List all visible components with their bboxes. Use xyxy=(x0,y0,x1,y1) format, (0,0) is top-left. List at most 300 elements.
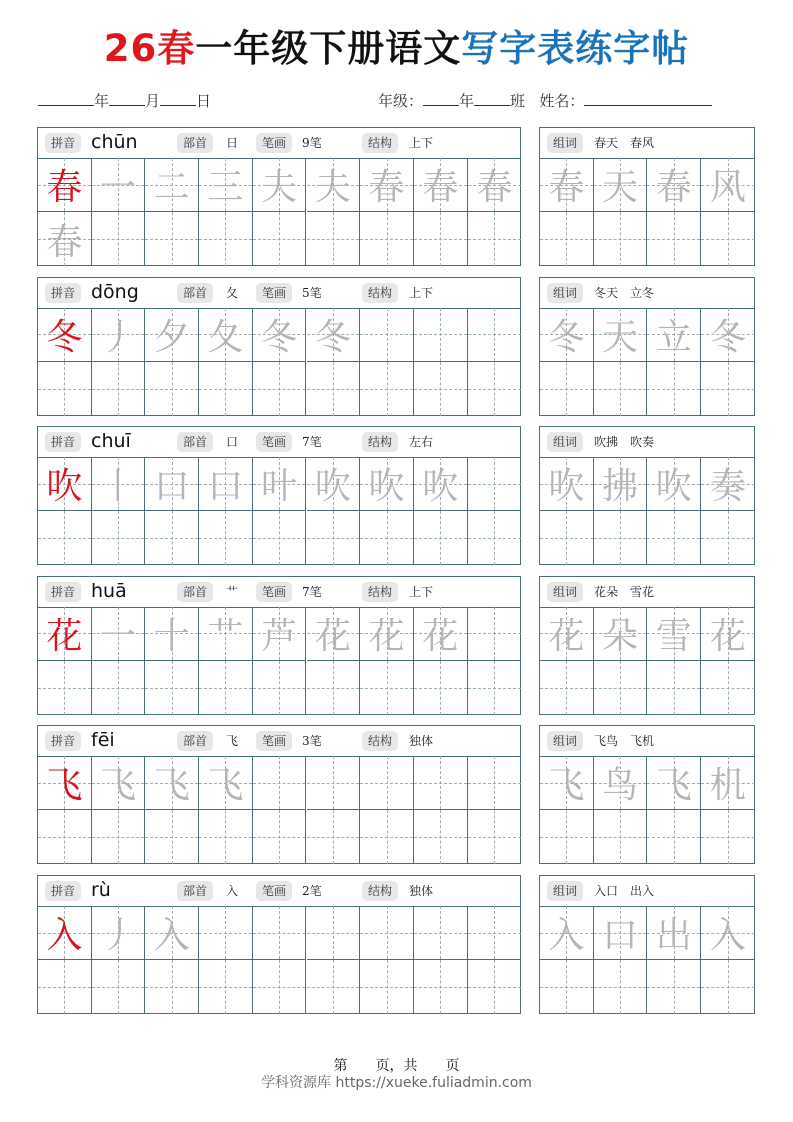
grid-cell[interactable] xyxy=(360,607,414,661)
word-trace-char: 花 xyxy=(548,615,585,657)
grid-cell[interactable] xyxy=(647,212,701,266)
pinyin-value: chuī xyxy=(91,430,131,453)
trace-stroke: 一 xyxy=(100,615,137,657)
grid-cell[interactable] xyxy=(468,457,522,511)
grid-cell[interactable] xyxy=(647,906,701,960)
word-trace-char: 奏 xyxy=(709,466,746,508)
grid-cell[interactable] xyxy=(701,960,755,1014)
words-label: 组词 xyxy=(547,582,583,602)
grid-cell[interactable] xyxy=(199,212,253,266)
strokes-value: 5笔 xyxy=(302,285,322,300)
grid-cell[interactable] xyxy=(414,607,468,661)
grid-cell[interactable] xyxy=(540,960,594,1014)
grid-cell[interactable] xyxy=(468,158,522,212)
trace-stroke: 花 xyxy=(368,615,405,657)
grid-cell[interactable] xyxy=(540,810,594,864)
grid-cell[interactable] xyxy=(253,158,307,212)
grid-cell[interactable] xyxy=(145,756,199,810)
grid-cell[interactable] xyxy=(92,457,146,511)
pinyin-label: 拼音 xyxy=(45,731,81,751)
grid-cell[interactable] xyxy=(701,511,755,565)
writing-grid xyxy=(38,756,520,863)
grid-cell[interactable] xyxy=(594,308,648,362)
grid-cell[interactable] xyxy=(360,308,414,362)
grid-cell[interactable] xyxy=(253,810,307,864)
words-label: 组词 xyxy=(547,881,583,901)
grid-cell[interactable] xyxy=(701,308,755,362)
strokes-value: 3笔 xyxy=(302,734,322,749)
char-info-header xyxy=(38,278,520,309)
radical-value: 口 xyxy=(226,435,239,450)
char-info-header xyxy=(38,876,520,907)
trace-stroke: 夫 xyxy=(314,167,351,208)
radical-label: 部首 xyxy=(177,133,213,153)
grid-cell[interactable] xyxy=(414,362,468,416)
grade-blank[interactable] xyxy=(423,91,459,106)
word-practice-block xyxy=(539,576,755,715)
structure-label: 结构 xyxy=(362,432,398,452)
trace-stroke: 十 xyxy=(153,615,190,657)
grid-cell[interactable] xyxy=(199,511,253,565)
trace-stroke: 二 xyxy=(153,167,190,208)
grid-cell[interactable] xyxy=(414,158,468,212)
pinyin-value: fēi xyxy=(91,729,115,752)
grid-cell[interactable] xyxy=(199,607,253,661)
source-link: 学科资源库 https://xueke.fuliadmin.com xyxy=(261,1075,532,1091)
structure-value: 独体 xyxy=(409,734,434,749)
page-title xyxy=(0,26,793,72)
word-trace-char: 春 xyxy=(548,167,585,208)
grid-cell[interactable] xyxy=(199,960,253,1014)
title-part-2: 一年级下册语文 xyxy=(195,27,462,70)
grid-cell[interactable] xyxy=(360,661,414,715)
trace-stroke: 芦 xyxy=(261,615,298,657)
grid-cell[interactable] xyxy=(701,212,755,266)
grid-cell[interactable] xyxy=(647,457,701,511)
grid-cell[interactable] xyxy=(145,308,199,362)
strokes-value: 2笔 xyxy=(302,884,322,898)
grid-cell[interactable] xyxy=(468,212,522,266)
word-practice-block xyxy=(539,127,755,266)
pinyin-label: 拼音 xyxy=(45,582,81,602)
grid-cell[interactable] xyxy=(38,457,92,511)
grid-cell[interactable] xyxy=(468,511,522,565)
grid-cell[interactable] xyxy=(540,362,594,416)
model-char: 春 xyxy=(46,167,83,208)
grid-cell[interactable] xyxy=(145,457,199,511)
grid-cell[interactable] xyxy=(38,810,92,864)
trace-stroke: 花 xyxy=(314,615,351,657)
grid-cell[interactable] xyxy=(414,457,468,511)
word-header xyxy=(540,128,754,159)
pinyin-label: 拼音 xyxy=(45,432,81,452)
grid-cell[interactable] xyxy=(92,511,146,565)
word-trace-char: 雪 xyxy=(655,615,692,657)
word-grid xyxy=(540,607,754,714)
word-trace-char: 冬 xyxy=(548,316,585,358)
trace-stroke: 三 xyxy=(207,167,244,208)
grid-cell[interactable] xyxy=(468,756,522,810)
grid-cell[interactable] xyxy=(145,960,199,1014)
grid-cell[interactable] xyxy=(38,212,92,266)
grid-cell[interactable] xyxy=(594,607,648,661)
date-line: 年 月 日 xyxy=(38,90,211,111)
grid-cell[interactable] xyxy=(594,906,648,960)
grid-cell[interactable] xyxy=(307,158,361,212)
word-trace-char: 朵 xyxy=(602,615,639,657)
radical-label: 部首 xyxy=(177,283,213,303)
word-trace-char: 出 xyxy=(655,915,692,956)
trace-stroke: 口 xyxy=(207,466,244,508)
grid-cell[interactable] xyxy=(360,756,414,810)
grid-cell[interactable] xyxy=(199,457,253,511)
pinyin-value: dōng xyxy=(91,280,139,303)
grid-cell[interactable] xyxy=(307,362,361,416)
grid-cell[interactable] xyxy=(38,960,92,1014)
grid-cell[interactable] xyxy=(468,960,522,1014)
grid-cell[interactable] xyxy=(199,661,253,715)
strokes-label: 笔画 xyxy=(256,133,292,153)
pinyin-label: 拼音 xyxy=(45,881,81,901)
grid-cell[interactable] xyxy=(92,810,146,864)
word-practice-block xyxy=(539,875,755,1014)
trace-stroke: 夂 xyxy=(207,316,244,358)
radical-value: 入 xyxy=(226,884,239,898)
word-trace-char: 拂 xyxy=(602,466,639,508)
grid-cell[interactable] xyxy=(38,158,92,212)
char-practice-block xyxy=(37,875,521,1014)
grid-cell[interactable] xyxy=(594,362,648,416)
word-header xyxy=(540,726,754,757)
pinyin-value: chūn xyxy=(91,131,138,153)
day-blank[interactable] xyxy=(160,91,196,106)
grid-cell[interactable] xyxy=(38,607,92,661)
grid-cell[interactable] xyxy=(647,511,701,565)
grid-cell[interactable] xyxy=(307,511,361,565)
grid-cell[interactable] xyxy=(647,607,701,661)
grid-cell[interactable] xyxy=(701,457,755,511)
grid-cell[interactable] xyxy=(647,362,701,416)
grid-cell[interactable] xyxy=(414,661,468,715)
words-label: 组词 xyxy=(547,133,583,153)
grid-cell[interactable] xyxy=(647,756,701,810)
trace-stroke: 一 xyxy=(100,167,137,208)
structure-label: 结构 xyxy=(362,283,398,303)
writing-grid xyxy=(38,906,520,1013)
char-info-header xyxy=(38,726,520,757)
model-char: 吹 xyxy=(46,466,83,508)
word-practice-block xyxy=(539,426,755,565)
strokes-label: 笔画 xyxy=(256,731,292,751)
grid-cell[interactable] xyxy=(647,960,701,1014)
grid-cell[interactable] xyxy=(307,308,361,362)
char-practice-block xyxy=(37,277,521,416)
grid-cell[interactable] xyxy=(253,661,307,715)
trace-stroke: 丿 xyxy=(100,915,137,956)
title-part-1: 26春 xyxy=(103,27,196,70)
grid-cell[interactable] xyxy=(145,810,199,864)
grid-cell[interactable] xyxy=(540,212,594,266)
grid-cell[interactable] xyxy=(307,906,361,960)
grid-cell[interactable] xyxy=(145,212,199,266)
trace-stroke: 春 xyxy=(46,221,83,263)
name-blank[interactable] xyxy=(584,91,712,106)
radical-value: 夂 xyxy=(226,285,239,300)
structure-label: 结构 xyxy=(362,582,398,602)
trace-stroke: 冬 xyxy=(314,316,351,358)
trace-stroke: 艹 xyxy=(207,615,244,657)
page-number: 第 页，共 页 xyxy=(333,1058,460,1074)
trace-stroke: 冬 xyxy=(261,316,298,358)
grid-cell[interactable] xyxy=(594,511,648,565)
grid-cell[interactable] xyxy=(540,308,594,362)
word-trace-char: 入 xyxy=(548,915,585,956)
words-value: 吹拂 吹奏 xyxy=(594,435,655,450)
pinyin-value: huā xyxy=(91,579,127,602)
year-blank[interactable] xyxy=(38,91,94,106)
trace-stroke: 夕 xyxy=(153,316,190,358)
grid-cell[interactable] xyxy=(540,457,594,511)
word-trace-char: 飞 xyxy=(655,765,692,807)
grid-cell[interactable] xyxy=(253,906,307,960)
char-practice-block xyxy=(37,426,521,565)
structure-value: 左右 xyxy=(409,435,434,450)
grid-cell[interactable] xyxy=(540,906,594,960)
structure-value: 上下 xyxy=(409,584,434,599)
word-trace-char: 鸟 xyxy=(602,765,639,807)
grid-cell[interactable] xyxy=(360,212,414,266)
radical-value: 飞 xyxy=(226,734,239,749)
word-trace-char: 吹 xyxy=(655,466,692,508)
grid-cell[interactable] xyxy=(414,756,468,810)
grid-cell[interactable] xyxy=(38,308,92,362)
radical-label: 部首 xyxy=(177,731,213,751)
grid-cell[interactable] xyxy=(92,212,146,266)
structure-label: 结构 xyxy=(362,881,398,901)
grid-cell[interactable] xyxy=(468,607,522,661)
word-trace-char: 冬 xyxy=(709,316,746,358)
grid-cell[interactable] xyxy=(647,308,701,362)
grid-cell[interactable] xyxy=(253,362,307,416)
radical-label: 部首 xyxy=(177,881,213,901)
grid-cell[interactable] xyxy=(199,906,253,960)
words-value: 飞鸟 飞机 xyxy=(594,734,655,749)
word-trace-char: 飞 xyxy=(548,765,585,807)
trace-stroke: 丨 xyxy=(100,466,137,508)
grid-cell[interactable] xyxy=(92,308,146,362)
grid-cell[interactable] xyxy=(414,960,468,1014)
grid-cell[interactable] xyxy=(594,158,648,212)
word-practice-block xyxy=(539,277,755,416)
grid-cell[interactable] xyxy=(199,158,253,212)
word-trace-char: 花 xyxy=(709,615,746,657)
grid-cell[interactable] xyxy=(38,756,92,810)
grid-cell[interactable] xyxy=(307,756,361,810)
char-info-header xyxy=(38,128,520,159)
radical-label: 部首 xyxy=(177,582,213,602)
trace-stroke: 飞 xyxy=(100,765,137,807)
grid-cell[interactable] xyxy=(92,906,146,960)
strokes-value: 7笔 xyxy=(302,584,322,599)
grid-cell[interactable] xyxy=(145,362,199,416)
word-trace-char: 口 xyxy=(602,915,639,956)
radical-label: 部首 xyxy=(177,432,213,452)
grid-cell[interactable] xyxy=(145,906,199,960)
grid-cell[interactable] xyxy=(468,661,522,715)
grid-cell[interactable] xyxy=(307,457,361,511)
writing-grid xyxy=(38,158,520,265)
grid-cell[interactable] xyxy=(647,810,701,864)
word-header xyxy=(540,278,754,309)
grid-cell[interactable] xyxy=(701,362,755,416)
grid-cell[interactable] xyxy=(701,158,755,212)
char-practice-block xyxy=(37,127,521,266)
strokes-value: 7笔 xyxy=(302,435,322,450)
word-trace-char: 天 xyxy=(602,316,639,358)
class-blank[interactable] xyxy=(474,91,510,106)
grid-cell[interactable] xyxy=(540,511,594,565)
words-label: 组词 xyxy=(547,731,583,751)
words-value: 冬天 立冬 xyxy=(594,285,655,300)
grid-cell[interactable] xyxy=(307,607,361,661)
grid-cell[interactable] xyxy=(92,756,146,810)
trace-stroke: 叶 xyxy=(261,466,298,508)
grid-cell[interactable] xyxy=(253,511,307,565)
word-trace-char: 机 xyxy=(709,765,746,807)
radical-value: 艹 xyxy=(226,584,239,599)
grid-cell[interactable] xyxy=(468,308,522,362)
structure-label: 结构 xyxy=(362,731,398,751)
grid-cell[interactable] xyxy=(594,457,648,511)
trace-stroke: 夫 xyxy=(261,167,298,208)
grid-cell[interactable] xyxy=(38,661,92,715)
grid-cell[interactable] xyxy=(38,362,92,416)
strokes-value: 9笔 xyxy=(302,136,322,150)
month-blank[interactable] xyxy=(109,91,145,106)
grid-cell[interactable] xyxy=(199,756,253,810)
word-grid xyxy=(540,756,754,863)
strokes-label: 笔画 xyxy=(256,432,292,452)
structure-label: 结构 xyxy=(362,133,398,153)
grid-cell[interactable] xyxy=(199,362,253,416)
grid-cell[interactable] xyxy=(92,607,146,661)
grid-cell[interactable] xyxy=(414,810,468,864)
grid-cell[interactable] xyxy=(199,308,253,362)
grid-cell[interactable] xyxy=(701,756,755,810)
grid-cell[interactable] xyxy=(360,960,414,1014)
trace-stroke: 飞 xyxy=(153,765,190,807)
grid-cell[interactable] xyxy=(38,906,92,960)
writing-grid xyxy=(38,308,520,415)
grid-cell[interactable] xyxy=(253,756,307,810)
grid-cell[interactable] xyxy=(307,810,361,864)
grid-cell[interactable] xyxy=(253,960,307,1014)
grid-cell[interactable] xyxy=(145,607,199,661)
grid-cell[interactable] xyxy=(92,661,146,715)
pinyin-label: 拼音 xyxy=(45,133,81,153)
trace-stroke: 飞 xyxy=(207,765,244,807)
grid-cell[interactable] xyxy=(360,810,414,864)
grid-cell[interactable] xyxy=(647,158,701,212)
grid-cell[interactable] xyxy=(414,511,468,565)
structure-value: 上下 xyxy=(409,136,434,150)
grid-cell[interactable] xyxy=(38,511,92,565)
grid-cell[interactable] xyxy=(92,158,146,212)
radical-value: 日 xyxy=(226,136,239,150)
trace-stroke: 吹 xyxy=(314,466,351,508)
grid-cell[interactable] xyxy=(701,906,755,960)
grid-cell[interactable] xyxy=(253,607,307,661)
trace-stroke: 花 xyxy=(422,615,459,657)
grid-cell[interactable] xyxy=(145,511,199,565)
pinyin-value: rù xyxy=(91,879,111,901)
trace-stroke: 入 xyxy=(153,915,190,956)
grid-cell[interactable] xyxy=(92,362,146,416)
grid-cell[interactable] xyxy=(468,362,522,416)
grid-cell[interactable] xyxy=(307,960,361,1014)
trace-stroke: 口 xyxy=(153,466,190,508)
grid-cell[interactable] xyxy=(594,212,648,266)
grid-cell[interactable] xyxy=(594,661,648,715)
grid-cell[interactable] xyxy=(253,457,307,511)
grid-cell[interactable] xyxy=(701,810,755,864)
char-info-header xyxy=(38,427,520,458)
word-grid xyxy=(540,457,754,564)
words-value: 春天 春风 xyxy=(594,136,655,150)
grid-cell[interactable] xyxy=(92,960,146,1014)
grid-cell[interactable] xyxy=(701,661,755,715)
word-grid xyxy=(540,308,754,415)
grid-cell[interactable] xyxy=(594,960,648,1014)
grid-cell[interactable] xyxy=(594,756,648,810)
word-trace-char: 立 xyxy=(655,316,692,358)
grid-cell[interactable] xyxy=(540,607,594,661)
grid-cell[interactable] xyxy=(360,511,414,565)
grid-cell[interactable] xyxy=(540,158,594,212)
trace-stroke: 吹 xyxy=(422,466,459,508)
grid-cell[interactable] xyxy=(145,661,199,715)
words-value: 花朵 雪花 xyxy=(594,584,655,599)
structure-value: 独体 xyxy=(409,884,434,898)
grid-cell[interactable] xyxy=(199,810,253,864)
model-char: 花 xyxy=(46,615,83,657)
writing-grid xyxy=(38,607,520,714)
grid-cell[interactable] xyxy=(540,661,594,715)
grid-cell[interactable] xyxy=(360,906,414,960)
grid-cell[interactable] xyxy=(647,661,701,715)
grid-cell[interactable] xyxy=(468,810,522,864)
grid-cell[interactable] xyxy=(307,661,361,715)
grid-cell[interactable] xyxy=(360,457,414,511)
grid-cell[interactable] xyxy=(360,362,414,416)
grid-cell[interactable] xyxy=(701,607,755,661)
grid-cell[interactable] xyxy=(414,308,468,362)
grid-cell[interactable] xyxy=(594,810,648,864)
grid-cell[interactable] xyxy=(468,906,522,960)
title-part-3: 写字表练字帖 xyxy=(461,27,690,70)
grid-cell[interactable] xyxy=(253,212,307,266)
grid-cell[interactable] xyxy=(253,308,307,362)
grid-cell[interactable] xyxy=(145,158,199,212)
grid-cell[interactable] xyxy=(414,212,468,266)
grid-cell[interactable] xyxy=(414,906,468,960)
word-trace-char: 入 xyxy=(709,915,746,956)
grid-cell[interactable] xyxy=(360,158,414,212)
word-trace-char: 风 xyxy=(709,167,746,208)
strokes-label: 笔画 xyxy=(256,283,292,303)
grid-cell[interactable] xyxy=(307,212,361,266)
grid-cell[interactable] xyxy=(540,756,594,810)
